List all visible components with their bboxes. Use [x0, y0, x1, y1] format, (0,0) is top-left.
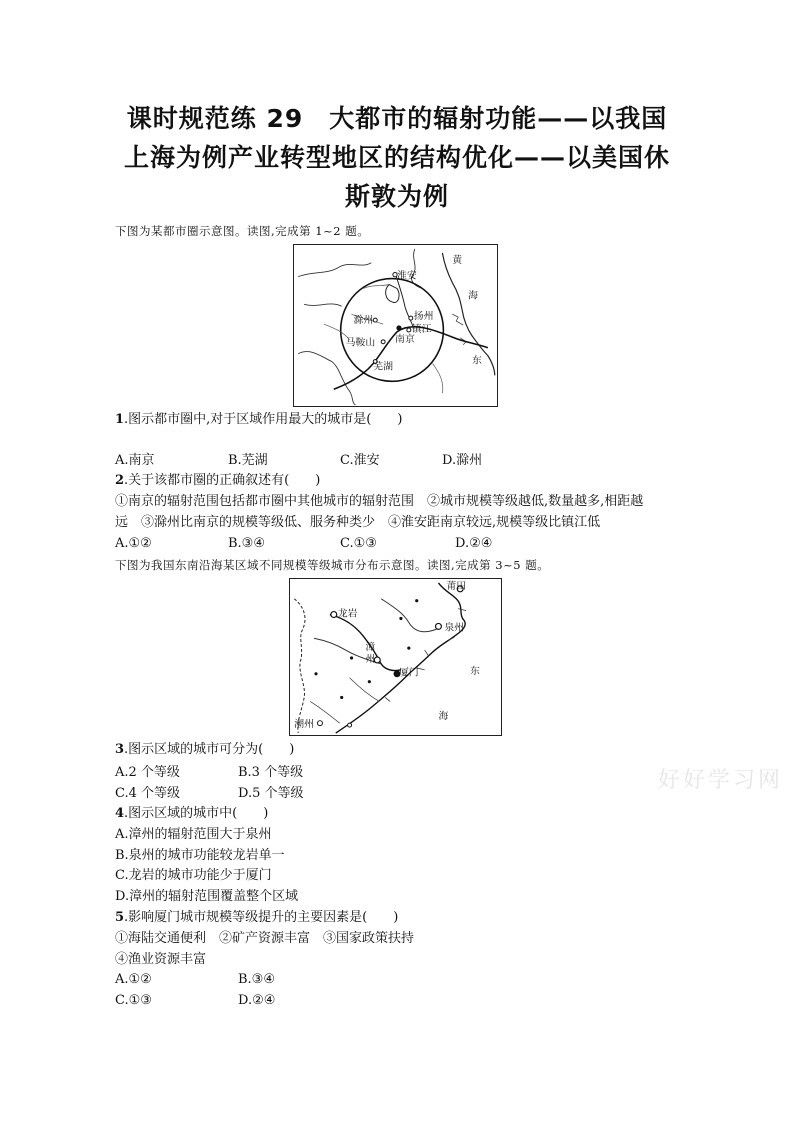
map2-label-hai: 海	[438, 711, 449, 723]
map2-label-zhou: 州	[365, 653, 376, 665]
q2-option-b[interactable]: B.③④	[228, 536, 265, 551]
southeast-coast-map	[289, 578, 502, 736]
q1-option-d[interactable]: D.滁州	[442, 453, 483, 468]
question-2: 2.关于该都市圈的正确叙述有( )	[115, 473, 321, 488]
q5-option-a[interactable]: A.①②	[115, 972, 152, 987]
q5-option-d[interactable]: D.②④	[238, 993, 276, 1008]
question-5: 5.影响厦门城市规模等级提升的主要因素是( )	[115, 910, 399, 925]
q2-statements-line-2: 远 ③滁州比南京的规模等级低、服务种类少 ④淮安距南京较远,规模等级比镇江低	[115, 515, 601, 530]
q5-statements-line-2: ④渔业资源丰富	[115, 952, 207, 967]
map1-label-maanshan: 马鞍山	[345, 337, 376, 349]
question-1: 1.图示都市圈中,对于区域作用最大的城市是( )	[115, 412, 403, 427]
q2-option-d[interactable]: D.②④	[455, 536, 493, 551]
map1-label-huang: 黄	[452, 254, 463, 266]
q4-option-b[interactable]: B.泉州的城市功能较龙岩单一	[115, 848, 285, 863]
map2-label-dong: 东	[470, 665, 480, 677]
watermark: 好好学习网	[658, 768, 784, 793]
map1-label-zhenjiang: 镇江	[411, 323, 432, 335]
metropolitan-area-map	[293, 244, 498, 407]
map1-label-nanjing: 南京	[395, 333, 415, 345]
map2-label-chaozhou: 潮州	[294, 719, 315, 731]
map1-label-chuzhou: 滁州	[353, 315, 374, 327]
q4-option-d[interactable]: D.漳州的辐射范围覆盖整个区域	[115, 889, 299, 904]
q3-option-b[interactable]: B.3 个等级	[238, 765, 304, 780]
map1-label-yangzhou: 扬州	[413, 311, 434, 323]
q2-option-a[interactable]: A.①②	[115, 536, 152, 551]
q3-option-c[interactable]: C.4 个等级	[115, 786, 181, 801]
map2-label-longyan: 龙岩	[337, 608, 358, 620]
q5-option-b[interactable]: B.③④	[238, 972, 275, 987]
q5-statements-line-1: ①海陆交通便利 ②矿产资源丰富 ③国家政策扶持	[115, 931, 415, 946]
map1-label-hai: 海	[468, 290, 478, 302]
q4-option-a[interactable]: A.漳州的辐射范围大于泉州	[115, 827, 272, 842]
map2-label-quanzhou: 泉州	[444, 622, 465, 634]
intro-map1: 下图为某都市圈示意图。读图,完成第 1~2 题。	[115, 224, 370, 238]
q1-option-a[interactable]: A.南京	[115, 453, 155, 468]
question-3: 3.图示区域的城市可分为( )	[115, 742, 295, 757]
q3-option-a[interactable]: A.2 个等级	[115, 765, 180, 780]
map1-label-huaian: 淮安	[396, 270, 417, 282]
question-4: 4.图示区域的城市中( )	[115, 806, 269, 821]
q3-option-d[interactable]: D.5 个等级	[238, 786, 304, 801]
q5-option-c[interactable]: C.①③	[115, 993, 152, 1008]
page-title-line-3: 斯敦为例	[344, 182, 449, 211]
page-title-line-2: 上海为例产业转型地区的结构优化——以美国休	[123, 143, 670, 172]
intro-map2: 下图为我国东南沿海某区域不同规模等级城市分布示意图。读图,完成第 3~5 题。	[115, 558, 550, 572]
map2-label-xiamen: 厦门	[398, 667, 419, 679]
q4-option-c[interactable]: C.龙岩的城市功能少于厦门	[115, 868, 272, 883]
map2-label-putian: 莆田	[446, 580, 467, 592]
q1-option-c[interactable]: C.淮安	[340, 453, 380, 468]
q2-option-c[interactable]: C.①③	[340, 536, 377, 551]
map1-drawing	[294, 245, 497, 406]
page-title-line-1: 课时规范练 29 大都市的辐射功能——以我国	[126, 104, 668, 133]
q2-statements-line-1: ①南京的辐射范围包括都市圈中其他城市的辐射范围 ②城市规模等级越低,数量越多,相距越	[115, 494, 644, 509]
map1-label-dong: 东	[472, 355, 482, 367]
map2-label-zhang: 漳	[365, 642, 376, 654]
map2-drawing	[290, 579, 501, 735]
map1-label-wuhu: 芜湖	[373, 361, 393, 373]
q1-option-b[interactable]: B.芜湖	[228, 453, 268, 468]
